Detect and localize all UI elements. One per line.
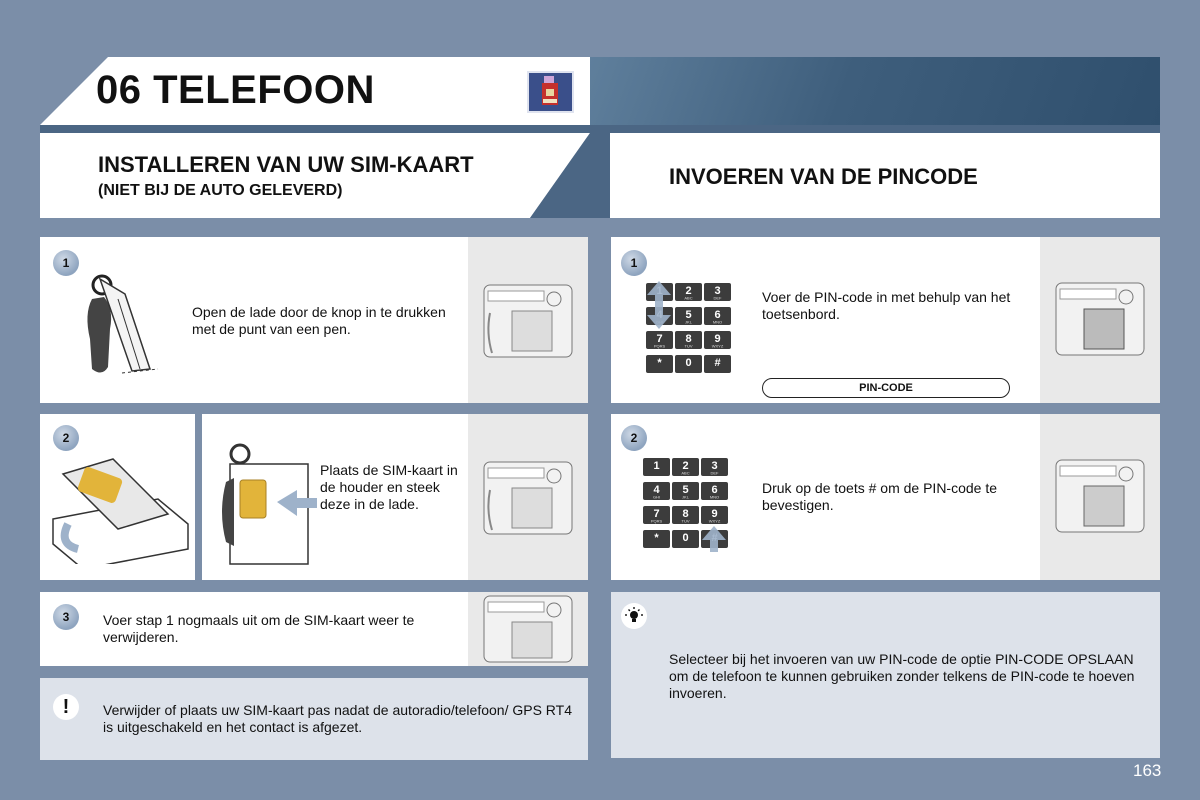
keypad-letters: DEF bbox=[713, 295, 722, 301]
keypad-letters: PQRS bbox=[650, 518, 663, 524]
keypad-key bbox=[643, 482, 670, 500]
sim-step2-left-panel bbox=[40, 414, 195, 580]
keypad-key bbox=[701, 482, 728, 500]
keypad-letters: TUV bbox=[681, 518, 690, 524]
keypad-digit: 7 bbox=[653, 508, 660, 520]
radio-unit-thumbnail bbox=[1040, 414, 1160, 580]
radio-unit-thumbnail bbox=[1040, 237, 1160, 403]
keypad-digit: 2 bbox=[685, 285, 692, 297]
keypad-key bbox=[675, 283, 702, 301]
keypad-letters: TUV bbox=[684, 343, 693, 349]
keypad-digit: 7 bbox=[656, 333, 663, 345]
pin-code-option-pill: PIN-CODE bbox=[762, 378, 1010, 398]
keypad-digit: 5 bbox=[685, 309, 692, 321]
keypad-letters: JKL bbox=[682, 494, 689, 500]
keypad-key bbox=[701, 506, 728, 524]
keypad-digit: 9 bbox=[714, 333, 721, 345]
keypad-key bbox=[643, 458, 670, 476]
page-number: 163 bbox=[1133, 761, 1162, 780]
step-badge bbox=[53, 425, 79, 451]
keypad-key bbox=[646, 331, 673, 349]
sim-step3-panel bbox=[40, 592, 588, 666]
step-number: 2 bbox=[62, 431, 70, 445]
keypad-key bbox=[672, 530, 699, 548]
keypad-key bbox=[704, 355, 731, 373]
keypad-digit: 8 bbox=[682, 508, 689, 520]
sim-insert-illustration bbox=[212, 442, 322, 577]
step-number: 1 bbox=[62, 256, 70, 270]
arrow-icon bbox=[702, 526, 726, 552]
radio-unit-thumbnail bbox=[468, 237, 588, 403]
keypad-digit: 6 bbox=[714, 309, 721, 321]
keypad-letters: ABC bbox=[684, 295, 693, 301]
sim-section-subheading: (NIET BIJ DE AUTO GELEVERD) bbox=[98, 182, 343, 199]
pin-step2-panel bbox=[611, 414, 1160, 580]
step-number: 2 bbox=[630, 431, 638, 445]
keypad-digit: 1 bbox=[653, 460, 660, 472]
keypad-key bbox=[704, 283, 731, 301]
step-number: 3 bbox=[62, 610, 70, 624]
keypad-digit: 3 bbox=[714, 285, 721, 297]
step-badge bbox=[621, 425, 647, 451]
keypad-key bbox=[704, 307, 731, 325]
sim-section-heading: INSTALLEREN VAN UW SIM-KAART bbox=[98, 152, 474, 177]
header-divider-strip bbox=[40, 125, 1160, 133]
keypad-letters: JKL bbox=[685, 319, 692, 325]
pin-step2-text: Druk op de toets # om de PIN-code te bevestigen. bbox=[762, 480, 998, 513]
sim-step1-text: Open de lade door de knop in te drukken met de punt van een pen. bbox=[192, 304, 446, 337]
tip-panel bbox=[611, 592, 1160, 758]
sim-step2-text: Plaats de SIM-kaart in de houder en steek deze in de lade. bbox=[320, 462, 458, 512]
keypad-digit: 0 bbox=[685, 357, 692, 369]
keypad-digit: 4 bbox=[653, 484, 660, 496]
keypad-digit: * bbox=[654, 532, 659, 544]
keypad-illustration bbox=[641, 456, 731, 557]
sim-step3-text: Voer stap 1 nogmaals uit om de SIM-kaart weer te verwijderen. bbox=[103, 612, 415, 645]
keypad-digit: 6 bbox=[711, 484, 718, 496]
keypad-letters: MNO bbox=[712, 319, 723, 325]
keypad-key bbox=[675, 355, 702, 373]
keypad-letters: WXYZ bbox=[708, 518, 721, 524]
keypad-illustration bbox=[644, 281, 734, 382]
keypad-key bbox=[704, 331, 731, 349]
warning-panel bbox=[40, 678, 588, 760]
page-title: 06 TELEFOON bbox=[96, 68, 375, 112]
sim-step2-right-panel bbox=[202, 414, 588, 580]
keypad-key bbox=[701, 458, 728, 476]
warning-icon: ! bbox=[53, 694, 79, 720]
section-header-gap bbox=[590, 133, 612, 218]
step-badge bbox=[53, 604, 79, 630]
tip-text: Selecteer bij het invoeren van uw PIN-code de optie PIN-CODE OPSLAAN om de telefoon te kunnen gebruiken zonder telkens de PIN-code te hoeven invoeren. bbox=[669, 651, 1135, 701]
phone-card-icon bbox=[527, 71, 574, 113]
keypad-key bbox=[643, 530, 670, 548]
pen-eject-illustration bbox=[70, 269, 170, 394]
keypad-key bbox=[672, 458, 699, 476]
header-decorative-band bbox=[590, 57, 1160, 125]
lightbulb-icon bbox=[621, 603, 647, 629]
pin-step1-text: Voer de PIN-code in met behulp van het toetsenbord. bbox=[762, 289, 1011, 322]
keypad-letters: WXYZ bbox=[711, 343, 724, 349]
keypad-key bbox=[672, 482, 699, 500]
sim-step1-panel bbox=[40, 237, 588, 403]
step-number: 1 bbox=[630, 256, 638, 270]
keypad-digit: 3 bbox=[711, 460, 718, 472]
keypad-key bbox=[675, 307, 702, 325]
keypad-digit: 5 bbox=[682, 484, 689, 496]
keypad-letters: MNO bbox=[709, 494, 720, 500]
radio-unit-thumbnail bbox=[468, 414, 588, 580]
keypad-digit: 8 bbox=[685, 333, 692, 345]
step-badge bbox=[621, 250, 647, 276]
keypad-digit: 0 bbox=[682, 532, 689, 544]
keypad-letters: ABC bbox=[681, 470, 690, 476]
keypad-key bbox=[643, 506, 670, 524]
keypad-letters: GHI bbox=[652, 494, 661, 500]
pin-section-heading: INVOEREN VAN DE PINCODE bbox=[669, 164, 978, 189]
keypad-key bbox=[675, 331, 702, 349]
keypad-letters: PQRS bbox=[653, 343, 666, 349]
keypad-key bbox=[646, 355, 673, 373]
keypad-letters: DEF bbox=[710, 470, 719, 476]
keypad-digit: 9 bbox=[711, 508, 718, 520]
warning-text: Verwijder of plaats uw SIM-kaart pas nadat de autoradio/telefoon/ GPS RT4 is uitgeschakeld en het contact is afgezet. bbox=[103, 702, 572, 735]
keypad-key bbox=[672, 506, 699, 524]
radio-unit-thumbnail bbox=[468, 592, 588, 666]
keypad-digit: 2 bbox=[682, 460, 689, 472]
keypad-digit: * bbox=[657, 357, 662, 369]
keypad-digit: # bbox=[714, 357, 721, 369]
sim-tray-illustration bbox=[48, 454, 193, 569]
